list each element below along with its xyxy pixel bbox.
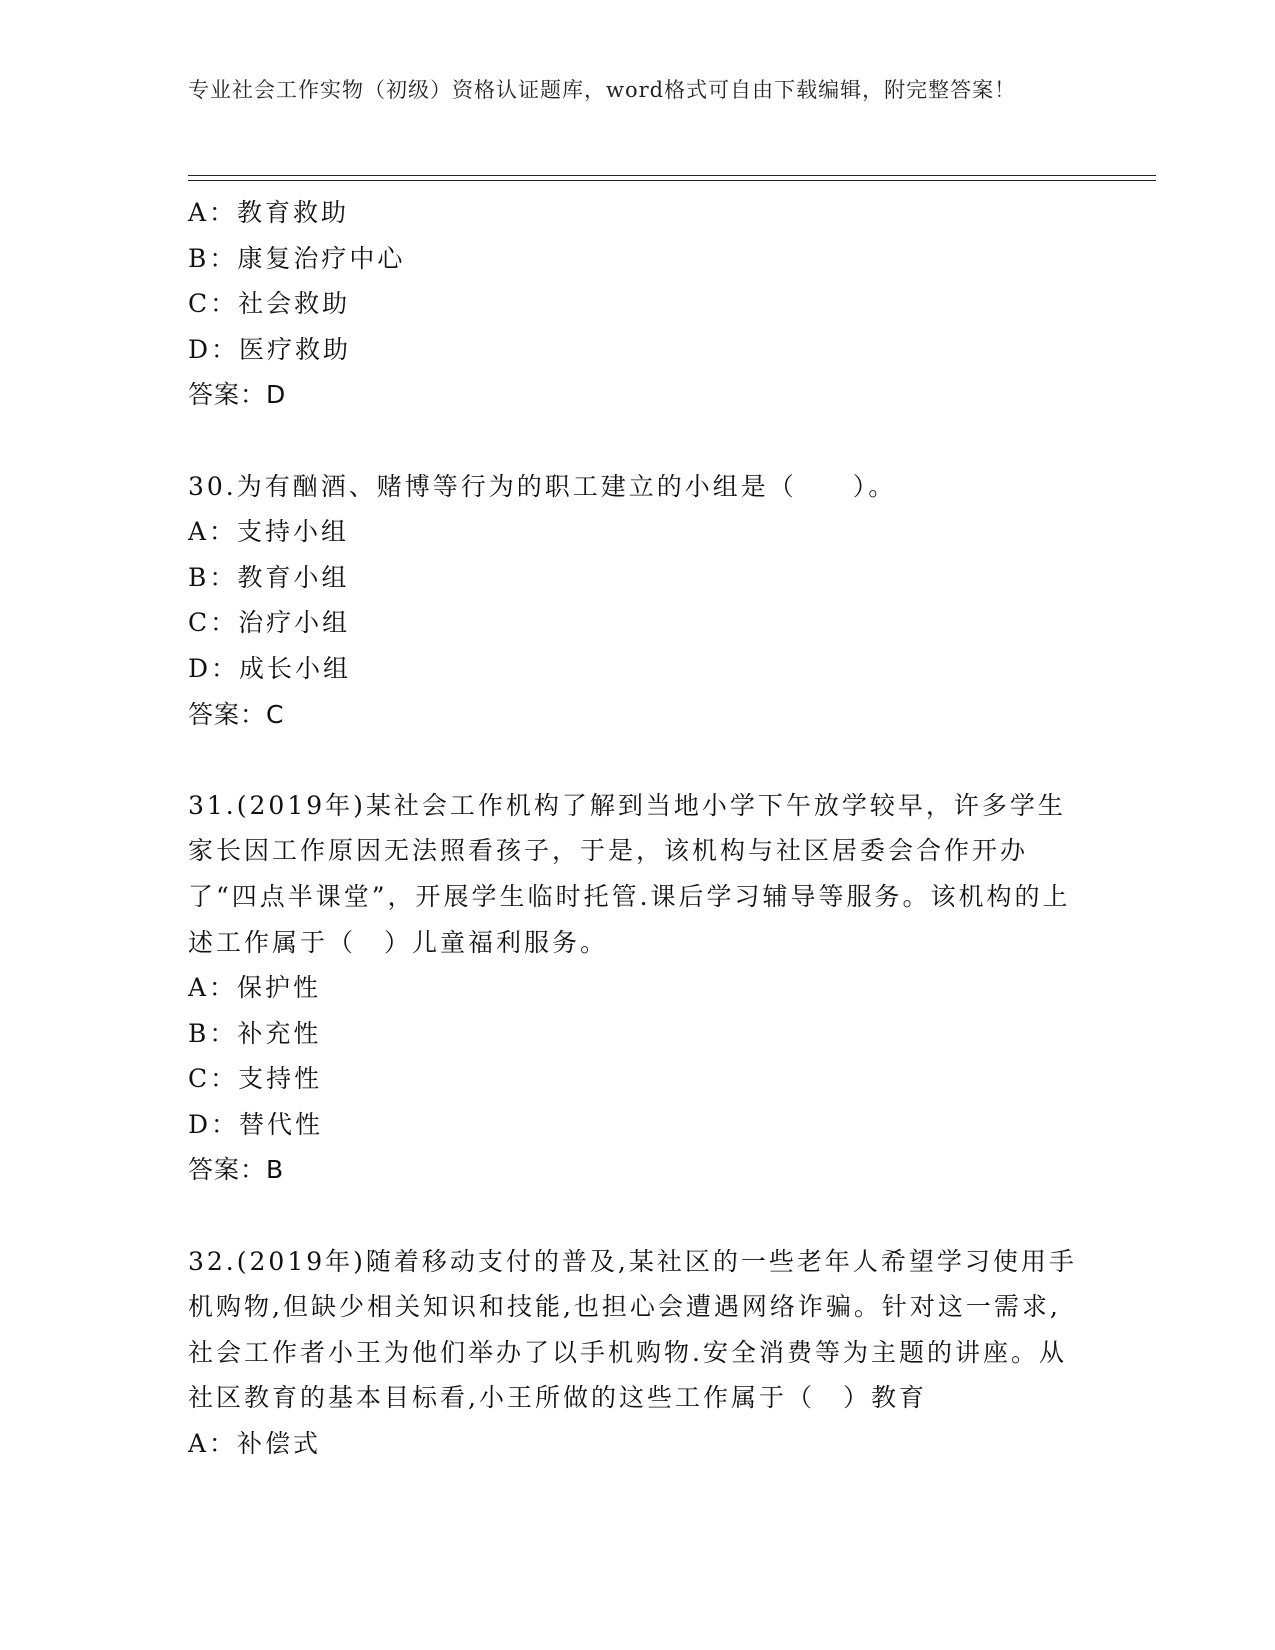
- spacer: [188, 737, 1088, 783]
- option-d: D：医疗救助: [188, 334, 352, 364]
- header-rule-bottom: [188, 180, 1156, 181]
- option-c: C：支持性: [188, 1064, 323, 1094]
- question-stem: 32.(2019年)随着移动支付的普及,某社区的一些老年人希望学习使用手机购物,但缺少相关知识和技能,也担心会遭遇网络诈骗。针对这一需求,社会工作者小王为他们举办了以手机购物.安全消费等为主题的讲座。从社区教育的基本目标看,小王所做的这些工作属于（ ）教育: [188, 1246, 1077, 1413]
- option-a: A：补偿式: [188, 1429, 322, 1459]
- option-a: A：保护性: [188, 973, 322, 1003]
- option-d: D：替代性: [188, 1109, 324, 1139]
- option-a: A：教育救助: [188, 198, 350, 227]
- answer-line: 答案：D: [188, 380, 287, 410]
- question-32-block: [188, 1239, 1088, 1467]
- page-header: 专业社会工作实物（初级）资格认证题库，word格式可自由下载编辑，附完整答案！: [188, 78, 1017, 102]
- spacer: [188, 418, 1088, 464]
- question-29-block: [188, 190, 1088, 418]
- option-c: C：社会救助: [188, 289, 351, 319]
- question-content: [188, 190, 1088, 1467]
- spacer: [188, 1193, 1088, 1239]
- answer-line: 答案：C: [188, 699, 285, 729]
- option-b: B：补充性: [188, 1018, 322, 1048]
- question-stem: 31.(2019年)某社会工作机构了解到当地小学下午放学较早，许多学生家长因工作原因无法照看孩子，于是，该机构与社区居委会合作开办了“四点半课堂”，开展学生临时托管.课后学习辅导等服务。该机构的上述工作属于（ ）儿童福利服务。: [188, 790, 1071, 957]
- option-c: C：治疗小组: [188, 608, 351, 638]
- question-30-block: [188, 464, 1088, 738]
- header-rule-top: [188, 175, 1156, 176]
- option-b: B：教育小组: [188, 562, 350, 592]
- option-d: D：成长小组: [188, 653, 352, 683]
- question-31-block: [188, 783, 1088, 1193]
- answer-line: 答案：B: [188, 1155, 285, 1185]
- question-stem: 30.为有酗酒、赌博等行为的职工建立的小组是（ ）。: [188, 471, 897, 501]
- option-b: B：康复治疗中心: [188, 243, 406, 273]
- option-a: A：支持小组: [188, 517, 350, 547]
